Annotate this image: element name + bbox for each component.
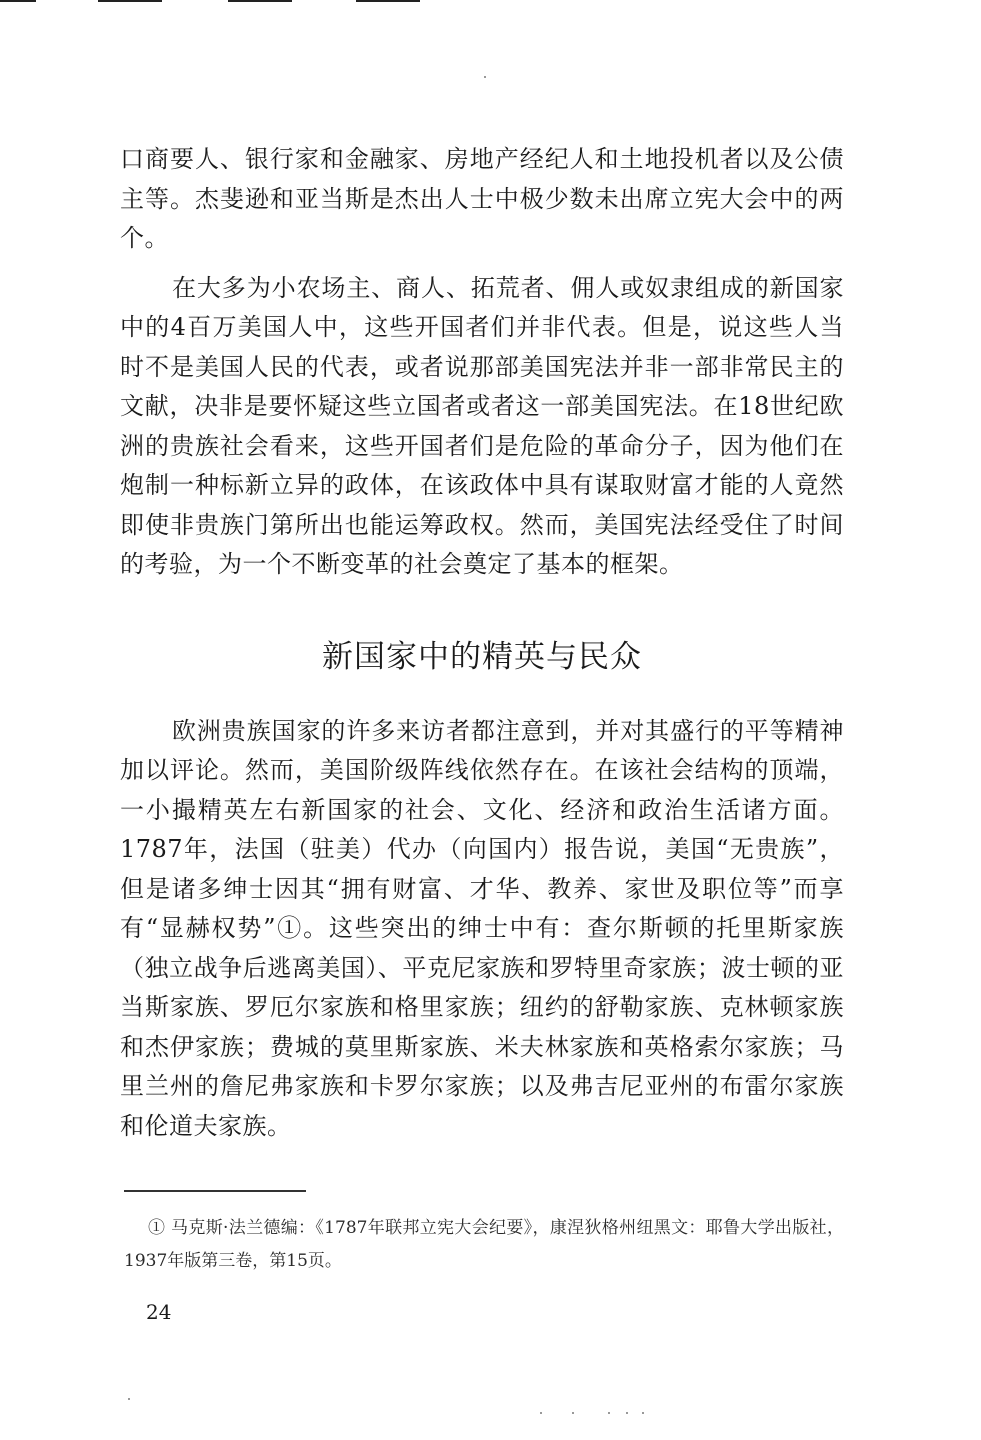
scan-speck bbox=[572, 1412, 574, 1414]
scan-speck bbox=[128, 1398, 130, 1400]
section-title: 新国家中的精英与民众 bbox=[322, 638, 642, 675]
book-page-body bbox=[120, 140, 844, 1146]
body-paragraph: 口商要人、银行家和金融家、房地产经纪人和土地投机者以及公债主等。杰斐逊和亚当斯是杰出人士中极少数未出席立宪大会中的两个。 bbox=[120, 145, 844, 252]
scan-edge-mark bbox=[0, 0, 36, 2]
scan-speck bbox=[484, 76, 486, 78]
scan-speck bbox=[626, 1412, 628, 1414]
scan-speck bbox=[540, 1412, 542, 1414]
section-paragraph: 欧洲贵族国家的许多来访者都注意到，并对其盛行的平等精神加以评论。然而，美国阶级阵线依然存在。在该社会结构的顶端，一小撮精英左右新国家的社会、文化、经济和政治生活诸方面。1787年，法国（驻美）代办（向国内）报告说，美国“无贵族”，但是诸多绅士因其“拥有财富、才华、教养、家世及职位等”而享有“显赫权势”①。这些突出的绅士中有：查尔斯顿的托里斯家族（独立战争后逃离美国）、平克尼家族和罗特里奇家族；波士顿的亚当斯家族、罗厄尔家族和格里家族；纽约的舒勒家族、克林顿家族和杰伊家族；费城的莫里斯家族、米夫林家族和英格索尔家族；马里兰州的詹尼弗家族和卡罗尔家族；以及弗吉尼亚州的布雷尔家族和伦道夫家族。 bbox=[120, 716, 844, 1140]
footnote-divider bbox=[124, 1190, 306, 1192]
body-paragraph: 在大多为小农场主、商人、拓荒者、佣人或奴隶组成的新国家中的4百万美国人中，这些开国者们并非代表。但是，说这些人当时不是美国人民的代表，或者说那部美国宪法并非一部非常民主的文献，决非是要怀疑这些立国者或者这一部美国宪法。在18世纪欧洲的贵族社会看来，这些开国者们是危险的革命分子，因为他们在炮制一种标新立异的政体，在该政体中具有谋取财富才能的人竟然即使非贵族门第所出也能运筹政权。然而，美国宪法经受住了时间的考验，为一个不断变革的社会奠定了基本的框架。 bbox=[120, 273, 844, 578]
scan-speck bbox=[608, 1412, 610, 1414]
footnote: ① 马克斯·法兰德编：《1787年联邦立宪大会纪要》，康涅狄格州纽黑文：耶鲁大学出版社，1937年版第三卷，第15页。 bbox=[124, 1218, 844, 1271]
scan-edge-mark bbox=[228, 0, 292, 2]
scan-speck bbox=[642, 1412, 644, 1414]
scan-edge-mark bbox=[98, 0, 162, 2]
scan-edge-mark bbox=[356, 0, 420, 2]
page-number: 24 bbox=[146, 1300, 172, 1324]
